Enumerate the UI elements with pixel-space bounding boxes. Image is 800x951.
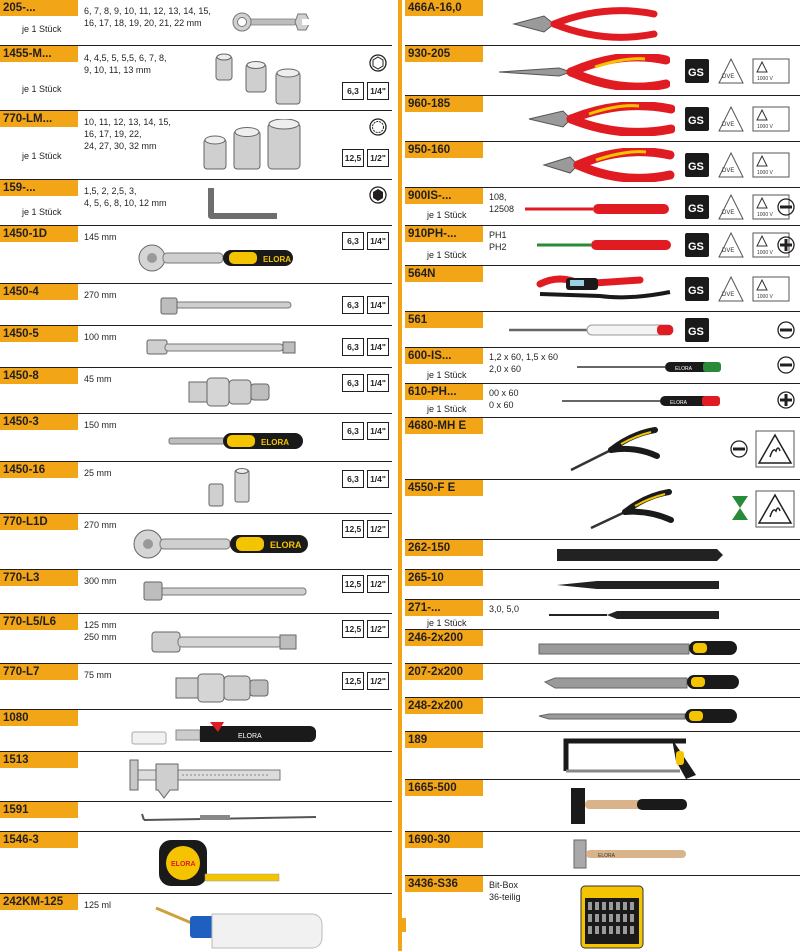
- drive-size: 12,5: [342, 149, 364, 167]
- brand-label: ELORA: [675, 366, 692, 372]
- drive-size: 6,3: [342, 82, 364, 100]
- cert-gs: GS: [688, 203, 704, 215]
- side-cutter-pliers-icon: [540, 148, 675, 182]
- item-code: 207-2x200: [405, 664, 483, 680]
- item-qty: je 1 Stück: [22, 151, 62, 161]
- insulated-phillips-screwdriver-icon: [535, 238, 675, 252]
- item-row-1690-30[interactable]: [405, 832, 800, 876]
- item-sizes: 25 mm: [84, 468, 112, 478]
- universal-joint-large-icon: [172, 670, 272, 706]
- item-code: 1546-3: [0, 832, 78, 848]
- test-screwdriver-icon: [507, 322, 677, 338]
- drive-size: 6,3: [342, 296, 364, 314]
- cert-voltage: 1000 V: [757, 124, 773, 130]
- drive-inch: 1/2": [367, 149, 389, 167]
- item-row-246-2x200[interactable]: [405, 630, 800, 664]
- cert-group: [683, 150, 793, 185]
- item-qty: je 1 Stück: [22, 207, 62, 217]
- brand-label: ELORA: [598, 853, 615, 859]
- item-code: 159-...: [0, 180, 78, 196]
- item-row-159[interactable]: [0, 180, 392, 226]
- vernier-caliper-icon: [120, 756, 285, 800]
- item-code: 242KM-125: [0, 894, 78, 910]
- drive-inch: 1/2": [367, 575, 389, 593]
- sliding-t-handle-icon: [155, 290, 295, 320]
- sliding-t-bar-icon: [140, 576, 310, 606]
- brand-label: ELORA: [263, 255, 291, 264]
- item-sizes: 6, 7, 8, 9, 10, 11, 12, 13, 14, 15, 16, 17, 18, 19, 20, 21, 22 mm: [84, 6, 211, 28]
- item-code: 1513: [0, 752, 78, 768]
- item-code: 1080: [0, 710, 78, 726]
- item-qty: je 1 Stück: [427, 618, 467, 628]
- item-row-207-2x200[interactable]: [405, 664, 800, 698]
- item-sizes: 75 mm: [84, 670, 112, 680]
- socket-set-large-icon: [200, 119, 330, 177]
- cert-voltage: 1000 V: [757, 76, 773, 82]
- item-row-189[interactable]: [405, 732, 800, 780]
- universal-joint-icon: [185, 374, 275, 410]
- cert-gs: GS: [688, 241, 704, 253]
- item-row-271[interactable]: [405, 600, 800, 630]
- item-code: 4550-F E: [405, 480, 483, 496]
- item-code: 262-150: [405, 540, 483, 556]
- hexagon-socket-icon: [369, 54, 387, 72]
- drive-size: 12,5: [342, 620, 364, 638]
- item-row-950-160[interactable]: [405, 142, 800, 188]
- item-row-1080[interactable]: [0, 710, 392, 752]
- scriber-icon: [140, 808, 320, 826]
- socket-set-icon: [212, 52, 307, 106]
- item-row-770-l3[interactable]: [0, 570, 392, 614]
- phillips-tip-icon: [777, 236, 795, 254]
- item-row-930-205[interactable]: [405, 46, 800, 96]
- drive-inch: 1/4": [367, 82, 389, 100]
- bit-box-icon: [577, 882, 647, 950]
- drive-inch: 1/2": [367, 620, 389, 638]
- drive-inch: 1/4": [367, 338, 389, 356]
- item-row-900is[interactable]: [405, 188, 800, 226]
- item-code: 1450-3: [0, 414, 78, 430]
- item-qty: je 1 Stück: [427, 370, 467, 380]
- gs-dve-1000v-icon: [683, 56, 793, 86]
- item-code: 1455-M...: [0, 46, 78, 62]
- brand-label: ELORA: [261, 438, 289, 447]
- item-row-770-l5-l6[interactable]: [0, 614, 392, 664]
- drive-size: 12,5: [342, 672, 364, 690]
- item-row-610-ph[interactable]: [405, 384, 800, 418]
- item-code: 1665-500: [405, 780, 483, 796]
- extension-bar-large-icon: [150, 628, 300, 656]
- item-code: 1591: [0, 802, 78, 818]
- item-code: 610-PH...: [405, 384, 483, 400]
- drive-size: 6,3: [342, 338, 364, 356]
- cert-group: [683, 104, 793, 139]
- item-sizes: 108, 12508: [489, 192, 515, 214]
- combination-pliers-icon: [525, 102, 675, 136]
- item-code: 205-...: [0, 0, 78, 16]
- item-code: 1450-1D: [0, 226, 78, 242]
- item-code: 1450-16: [0, 462, 78, 478]
- gs-dve-1000v-icon: [683, 274, 793, 304]
- cert-voltage: 1000 V: [757, 212, 773, 218]
- slotted-tip-icon: [777, 198, 795, 216]
- drive-inch: 1/2": [367, 672, 389, 690]
- item-row-770-l7[interactable]: [0, 664, 392, 710]
- item-code: 910PH-...: [405, 226, 483, 242]
- item-sizes: 100 mm: [84, 332, 117, 342]
- crimping-pliers-icon: [510, 6, 660, 42]
- tape-measure-icon: [155, 836, 285, 890]
- hex-key-icon: [205, 184, 285, 222]
- drive-size: 12,5: [342, 520, 364, 538]
- round-file-icon: [537, 706, 742, 726]
- item-sizes: PH1 PH2: [489, 230, 507, 252]
- item-code: 189: [405, 732, 483, 748]
- slotted-tip-icon: [730, 440, 748, 458]
- precision-phillips-screwdriver-icon: [560, 394, 725, 408]
- item-sizes: 4, 4,5, 5, 5,5, 6, 7, 8, 9, 10, 11, 13 mm: [84, 53, 167, 75]
- cert-voltage: 1000 V: [757, 250, 773, 256]
- item-code: 271-...: [405, 600, 483, 616]
- drive-size: 6,3: [342, 470, 364, 488]
- item-row-1450-1d[interactable]: [0, 226, 392, 284]
- item-sizes: 125 mm 250 mm: [84, 620, 117, 642]
- item-row-1513[interactable]: [0, 752, 392, 802]
- item-row-205[interactable]: [0, 0, 392, 46]
- combination-wrench-icon: [232, 8, 310, 36]
- center-punch-icon: [555, 578, 725, 592]
- item-sizes: 270 mm: [84, 290, 117, 300]
- item-sizes: 1,5, 2, 2,5, 3, 4, 5, 6, 8, 10, 12 mm: [84, 186, 167, 208]
- item-code: 770-L7: [0, 664, 78, 680]
- item-code: 770-L1D: [0, 514, 78, 530]
- item-code: 561: [405, 312, 483, 328]
- phillips-tip-icon: [777, 391, 795, 409]
- drive-inch: 1/2": [367, 520, 389, 538]
- hex-key-profile-icon: [369, 186, 387, 204]
- cert-gs: GS: [688, 67, 704, 79]
- item-row-3436-s36[interactable]: [405, 876, 800, 951]
- item-code: 248-2x200: [405, 698, 483, 714]
- drive-inch: 1/4": [367, 470, 389, 488]
- item-code: 564N: [405, 266, 483, 282]
- item-sizes: 150 mm: [84, 420, 117, 430]
- item-sizes: 145 mm: [84, 232, 117, 242]
- item-row-262-150[interactable]: [405, 540, 800, 570]
- item-sizes: Bit-Box 36-teilig: [489, 880, 521, 902]
- item-code: 4680-MH E: [405, 418, 483, 434]
- item-sizes: 270 mm: [84, 520, 117, 530]
- item-row-960-185[interactable]: [405, 96, 800, 142]
- cable-stripper-icon: [130, 716, 325, 748]
- item-code: 950-160: [405, 142, 483, 158]
- item-sizes: 1,2 x 60, 1,5 x 60 2,0 x 60: [489, 352, 559, 374]
- cert-dve: DVE: [722, 292, 735, 298]
- item-code: 770-L5/L6: [0, 614, 78, 630]
- item-row-1450-16[interactable]: [0, 462, 392, 514]
- drive-size: 12,5: [342, 575, 364, 593]
- item-sizes: 10, 11, 12, 13, 14, 15, 16, 17, 19, 22, 24, 27, 30, 32 mm: [84, 117, 171, 151]
- drive-inch: 1/4": [367, 422, 389, 440]
- cert-gs: GS: [688, 161, 704, 173]
- hacksaw-icon: [560, 735, 710, 779]
- item-row-1665-500[interactable]: [405, 780, 800, 832]
- drive-inch: 1/4": [367, 296, 389, 314]
- item-row-248-2x200[interactable]: [405, 698, 800, 732]
- ratchet-icon: [135, 241, 295, 275]
- needle-nose-pliers-icon: [495, 54, 670, 90]
- cert-dve: DVE: [722, 74, 735, 80]
- oil-can-icon: [150, 902, 330, 950]
- item-row-600-is[interactable]: [405, 348, 800, 384]
- cert-voltage: 1000 V: [757, 170, 773, 176]
- item-row-242km-125[interactable]: [0, 894, 392, 951]
- esd-needle-pliers-icon: [565, 424, 665, 476]
- item-row-770-lm[interactable]: [0, 111, 392, 180]
- item-row-1450-8[interactable]: [0, 368, 392, 414]
- item-qty: je 1 Stück: [22, 24, 62, 34]
- item-row-466a[interactable]: [405, 0, 800, 46]
- bit-holder-icon: [205, 466, 265, 512]
- item-code: 1450-4: [0, 284, 78, 300]
- item-code: 770-LM...: [0, 111, 78, 127]
- item-row-1450-3[interactable]: [0, 414, 392, 462]
- item-code: 1450-8: [0, 368, 78, 384]
- slotted-tip-icon: [777, 356, 795, 374]
- ratchet-large-icon: [130, 526, 310, 562]
- brand-label: ELORA: [670, 400, 687, 406]
- precision-slotted-screwdriver-icon: [575, 360, 725, 374]
- item-code: 1690-30: [405, 832, 483, 848]
- gs-dve-1000v-icon: [683, 104, 793, 134]
- item-row-770-l1d[interactable]: [0, 514, 392, 570]
- drive-size: 6,3: [342, 422, 364, 440]
- spinner-handle-icon: [165, 428, 310, 454]
- drive-inch: 1/4": [367, 232, 389, 250]
- item-sizes: 3,0, 5,0: [489, 604, 520, 614]
- item-row-1455-m[interactable]: [0, 46, 392, 111]
- item-sizes: 45 mm: [84, 374, 112, 384]
- item-code: 770-L3: [0, 570, 78, 586]
- cert-dve: DVE: [722, 210, 735, 216]
- item-row-561[interactable]: [405, 312, 800, 348]
- item-row-564n[interactable]: [405, 266, 800, 312]
- flush-cut-icon: [730, 494, 750, 522]
- drive-inch: 1/4": [367, 374, 389, 392]
- cert-gs: GS: [688, 285, 704, 297]
- cert-group: [683, 315, 713, 350]
- item-qty: je 1 Stück: [427, 404, 467, 414]
- esd-side-cutter-icon: [585, 486, 685, 536]
- brand-label: ELORA: [171, 861, 196, 868]
- cert-dve: DVE: [722, 122, 735, 128]
- item-code: 1450-5: [0, 326, 78, 342]
- item-row-1450-5[interactable]: [0, 326, 392, 368]
- esd-warning-icon: [755, 430, 795, 468]
- cert-dve: DVE: [722, 168, 735, 174]
- twelve-point-socket-icon: [369, 118, 387, 136]
- flat-chisel-icon: [555, 545, 725, 565]
- item-code: 466A-16,0: [405, 0, 483, 16]
- cert-gs: GS: [688, 115, 704, 127]
- gs-dve-1000v-icon: [683, 150, 793, 180]
- column-divider: [398, 0, 402, 951]
- item-row-1450-4[interactable]: [0, 284, 392, 326]
- half-round-file-icon: [543, 672, 743, 692]
- item-sizes: 300 mm: [84, 576, 117, 586]
- item-row-265-10[interactable]: [405, 570, 800, 600]
- gs-cert-icon: [683, 315, 713, 345]
- item-code: 960-185: [405, 96, 483, 112]
- item-qty: je 1 Stück: [22, 84, 62, 94]
- item-code: 600-IS...: [405, 348, 483, 364]
- brand-label: ELORA: [270, 540, 302, 550]
- pin-punch-icon: [547, 608, 722, 622]
- item-code: 3436-S36: [405, 876, 483, 892]
- item-code: 900IS-...: [405, 188, 483, 204]
- small-hammer-icon: [570, 836, 695, 872]
- item-qty: je 1 Stück: [427, 210, 467, 220]
- extension-bar-icon: [145, 334, 305, 362]
- flat-file-icon: [537, 638, 742, 658]
- item-code: 246-2x200: [405, 630, 483, 646]
- item-qty: je 1 Stück: [427, 250, 467, 260]
- drive-size: 6,3: [342, 374, 364, 392]
- cert-group: [683, 274, 793, 309]
- drive-size: 6,3: [342, 232, 364, 250]
- item-code: 930-205: [405, 46, 483, 62]
- item-row-910ph[interactable]: [405, 226, 800, 266]
- voltage-tester-icon: [530, 272, 675, 306]
- item-row-4680-mh-e[interactable]: [405, 418, 800, 480]
- slotted-tip-icon: [777, 321, 795, 339]
- item-row-1591[interactable]: [0, 802, 392, 832]
- item-row-4550-f-e[interactable]: [405, 480, 800, 540]
- item-row-1546-3[interactable]: [0, 832, 392, 894]
- machinist-hammer-icon: [567, 784, 692, 828]
- cert-gs: GS: [688, 326, 704, 338]
- item-sizes: 00 x 60 0 x 60: [489, 388, 519, 410]
- esd-warning-icon: [755, 490, 795, 528]
- cert-voltage: 1000 V: [757, 294, 773, 300]
- item-code: 265-10: [405, 570, 483, 586]
- insulated-slotted-screwdriver-icon: [523, 202, 673, 216]
- brand-label: ELORA: [238, 733, 262, 740]
- cert-dve: DVE: [722, 248, 735, 254]
- cert-group: [683, 56, 793, 91]
- item-sizes: 125 ml: [84, 900, 112, 910]
